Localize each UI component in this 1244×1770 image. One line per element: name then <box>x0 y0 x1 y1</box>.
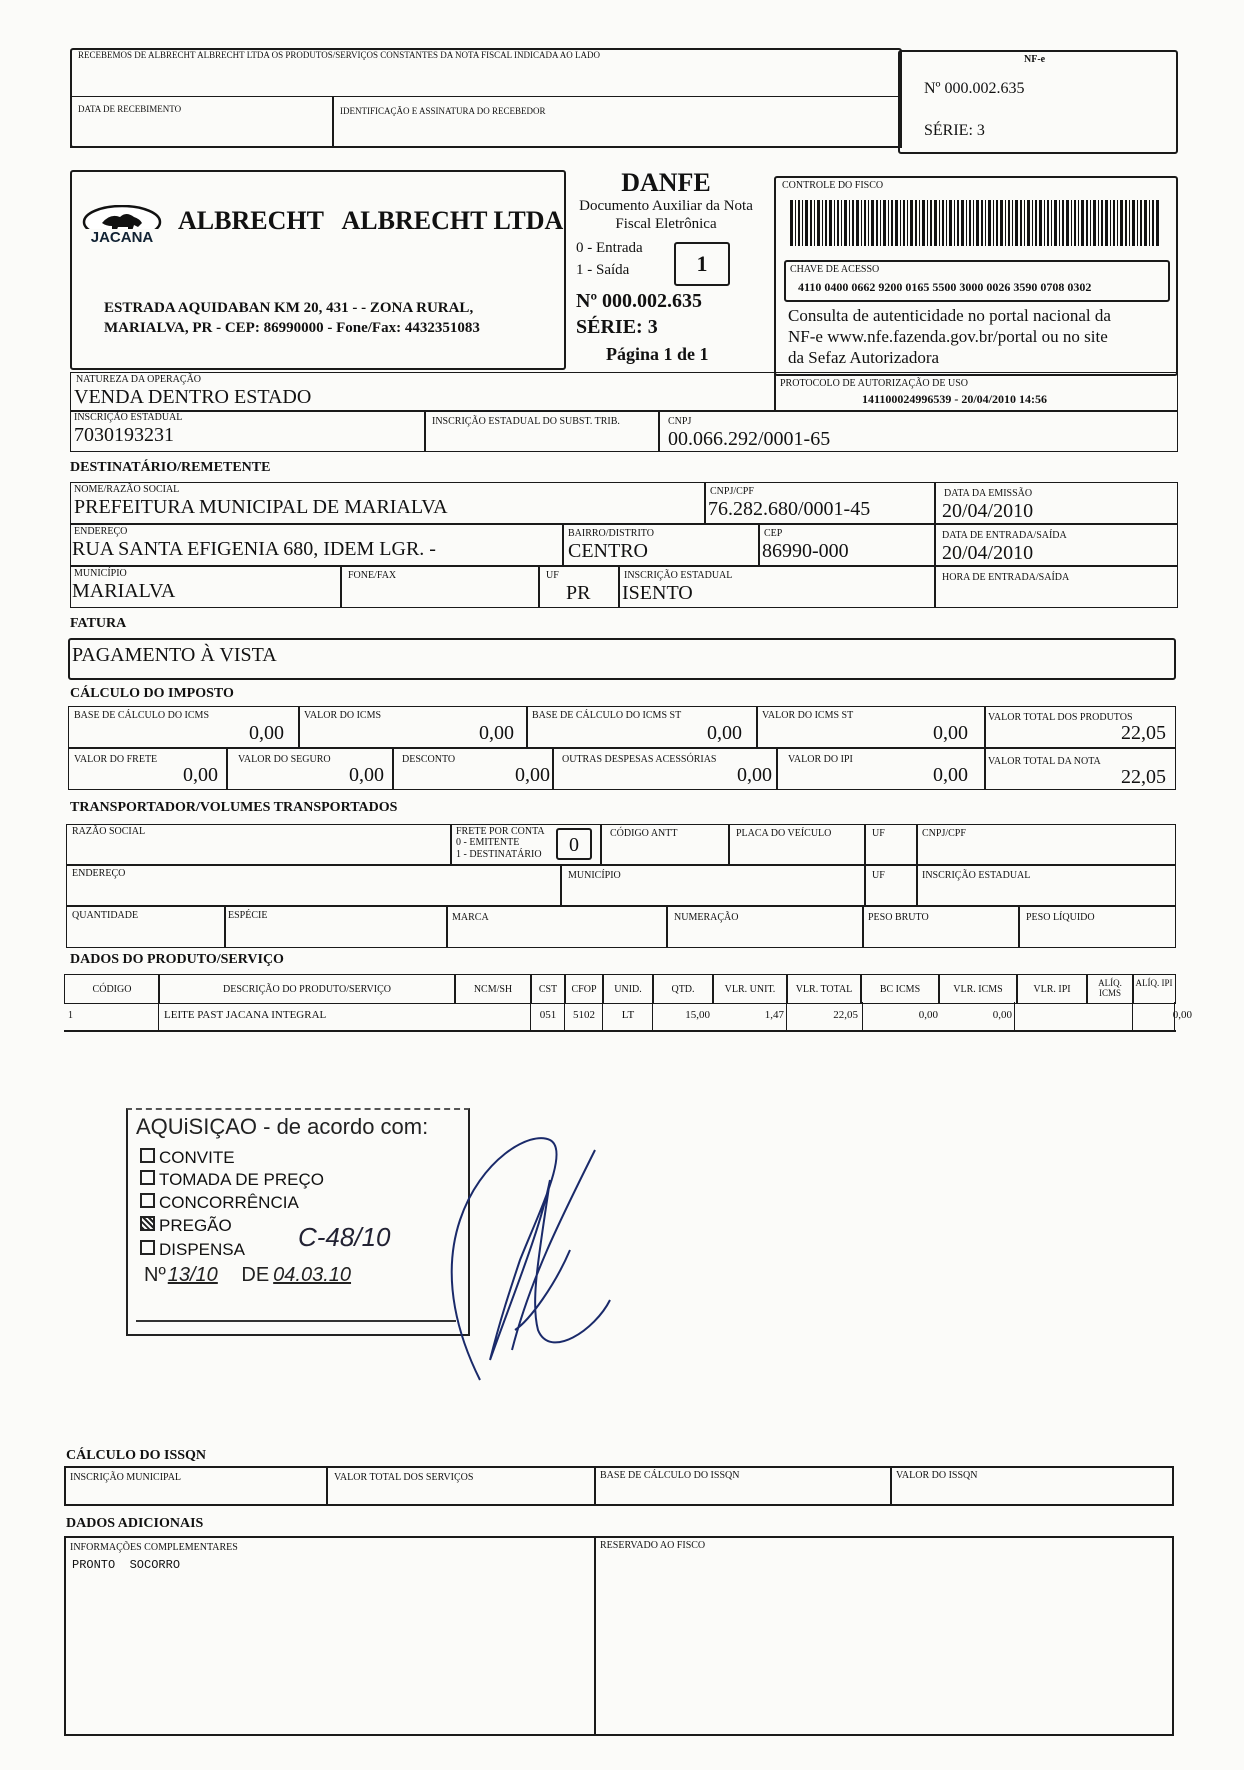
tr-ie-label: INSCRIÇÃO ESTADUAL <box>922 870 1031 881</box>
protocolo-label: PROTOCOLO DE AUTORIZAÇÃO DE USO <box>780 378 968 389</box>
stamp-number-line <box>144 1264 351 1287</box>
imp-value-bc-icms-st: 0,00 <box>707 722 742 744</box>
issqn-section: CÁLCULO DO ISSQN <box>66 1448 207 1463</box>
issuer-address-line2: MARIALVA, PR - CEP: 86990000 - Fone/Fax: 4432351083 <box>104 320 480 336</box>
dest-uf: PR <box>566 582 591 604</box>
tr-quantidade-label: QUANTIDADE <box>72 910 139 921</box>
danfe-tipo-box <box>674 242 730 286</box>
prod-h-unid-label: UNID. <box>614 984 642 995</box>
cnpj-value: 00.066.292/0001-65 <box>668 428 831 450</box>
consulta-line3: da Sefaz Autorizadora <box>788 348 940 367</box>
prod-bc-icms: 0,00 <box>918 1009 938 1021</box>
receipt-signature-label: IDENTIFICAÇÃO E ASSINATURA DO RECEBEDOR <box>340 106 546 116</box>
adicionais-info-label: INFORMAÇÕES COMPLEMENTARES <box>70 1542 238 1553</box>
issuer-address-line1: ESTRADA AQUIDABAN KM 20, 431 - - ZONA RURAL, <box>104 300 474 316</box>
dest-nome: PREFEITURA MUNICIPAL DE MARIALVA <box>74 496 448 518</box>
adicionais-section: DADOS ADICIONAIS <box>66 1516 204 1531</box>
stamp-opt-concorrencia <box>140 1193 299 1213</box>
dest-uf-label: UF <box>546 570 559 581</box>
tr-especie-label: ESPÉCIE <box>228 910 268 921</box>
prod-h-total-label: VLR. TOTAL <box>795 984 853 995</box>
stamp-opt-pregao-label: PREGÃO <box>159 1216 232 1235</box>
issqn-im-label: INSCRIÇÃO MUNICIPAL <box>70 1472 182 1483</box>
tr-endereco-cell <box>66 864 562 906</box>
checkbox-icon <box>140 1240 155 1255</box>
imp-label-outras: OUTRAS DESPESAS ACESSÓRIAS <box>562 754 717 765</box>
chave-value: 4110 0400 0662 9200 0165 5500 3000 0026 3590 0708 0302 <box>798 280 1092 294</box>
imp-value-total-produtos: 22,05 <box>1121 722 1166 744</box>
stamp-opt-dispensa-label: DISPENSA <box>159 1240 245 1259</box>
prod-qtd: 15,00 <box>685 1009 710 1021</box>
imp-value-ipi: 0,00 <box>933 764 968 786</box>
stamp-de-label: DE <box>241 1264 270 1286</box>
prod-h-ncm-label: NCM/SH <box>473 984 513 995</box>
dest-entrada-label: DATA DE ENTRADA/SAÍDA <box>942 530 1067 541</box>
prod-h-cfop-label: CFOP <box>571 984 597 995</box>
dest-municipio: MARIALVA <box>72 580 176 602</box>
adicionais-reservado-label: RESERVADO AO FISCO <box>600 1540 706 1551</box>
fatura-value: PAGAMENTO À VISTA <box>72 644 277 666</box>
stamp-opt-tomada-label: TOMADA DE PREÇO <box>159 1170 324 1189</box>
prod-vlr-unit: 1,47 <box>764 1009 784 1021</box>
ie-label: INSCRIÇÃO ESTADUAL <box>74 412 183 423</box>
tr-antt-label: CÓDIGO ANTT <box>610 828 678 839</box>
imp-label-bc-icms: BASE DE CÁLCULO DO ICMS <box>74 710 210 721</box>
tr-placa-label: PLACA DO VEÍCULO <box>736 828 832 839</box>
consulta-line1: Consulta de autenticidade no portal nacional da <box>788 306 1111 325</box>
dest-cnpj-label: CNPJ/CPF <box>710 486 754 497</box>
prod-h-bc-icms-label: BC ICMS <box>879 984 921 995</box>
ie-st-label: INSCRIÇÃO ESTADUAL DO SUBST. TRIB. <box>432 416 620 427</box>
danfe-number: Nº 000.002.635 <box>576 290 703 312</box>
table-row <box>64 1002 1192 1032</box>
prod-h-vlr-icms-label: VLR. ICMS <box>953 984 1003 995</box>
natureza-label: NATUREZA DA OPERAÇÃO <box>76 374 202 385</box>
dest-emissao-label: DATA DA EMISSÃO <box>944 488 1033 499</box>
dest-bairro-label: BAIRRO/DISTRITO <box>568 528 654 539</box>
stamp-handwritten-code: C-48/10 <box>298 1222 391 1252</box>
dest-cep: 86990-000 <box>762 540 849 562</box>
stamp-opt-concorrencia-label: CONCORRÊNCIA <box>159 1193 299 1212</box>
fatura-section: FATURA <box>70 616 127 631</box>
imp-value-outras: 0,00 <box>737 764 772 786</box>
imp-label-ipi: VALOR DO IPI <box>788 754 853 765</box>
natureza-value: VENDA DENTRO ESTADO <box>74 386 312 408</box>
imp-label-seguro: VALOR DO SEGURO <box>238 754 331 765</box>
tr-numeracao-label: NUMERAÇÃO <box>674 912 739 923</box>
stamp-opt-convite <box>140 1148 235 1168</box>
prod-h-cst-label: CST <box>538 984 558 995</box>
prod-vlr-icms: 0,00 <box>992 1009 1012 1021</box>
tr-uf-label: UF <box>872 828 885 839</box>
dest-cnpj: 76.282.680/0001-45 <box>708 498 871 520</box>
checked-checkbox-icon <box>140 1216 155 1231</box>
ie-value: 7030193231 <box>74 424 174 446</box>
dest-emissao: 20/04/2010 <box>942 500 1034 522</box>
stamp-opt-pregao <box>140 1216 232 1236</box>
stamp-title: AQUiSIÇAO - de acordo com: <box>136 1114 429 1139</box>
destinatario-section: DESTINATÁRIO/REMETENTE <box>70 460 271 475</box>
dest-nome-label: NOME/RAZÃO SOCIAL <box>74 484 180 495</box>
imp-value-icms: 0,00 <box>479 722 514 744</box>
protocolo-value: 141100024996539 - 20/04/2010 14:56 <box>862 392 1047 406</box>
dest-municipio-label: MUNICÍPIO <box>74 568 127 579</box>
prod-h-unit-label: VLR. UNIT. <box>724 984 776 995</box>
imp-label-icms: VALOR DO ICMS <box>304 710 382 721</box>
issqn-base-label: BASE DE CÁLCULO DO ISSQN <box>600 1470 740 1481</box>
prod-h-vlr-ipi-label: VLR. IPI <box>1033 984 1071 995</box>
imp-value-bc-icms: 0,00 <box>249 722 284 744</box>
prod-h-codigo-label: CÓDIGO <box>92 984 132 995</box>
tr-frete-value: 0 <box>569 834 579 856</box>
imp-label-icms-st: VALOR DO ICMS ST <box>762 710 854 721</box>
receipt-text: RECEBEMOS DE ALBRECHT ALBRECHT LTDA OS PRODUTOS/SERVIÇOS CONSTANTES DA NOTA FISCAL INDICADA AO LADO <box>78 50 600 60</box>
stamp-date-value: 04.03.10 <box>273 1264 352 1286</box>
receipt-date-label: DATA DE RECEBIMENTO <box>78 104 182 114</box>
cnpj-label: CNPJ <box>668 416 692 427</box>
checkbox-icon <box>140 1148 155 1163</box>
prod-cfop: 5102 <box>573 1009 595 1021</box>
tr-frete-box <box>556 828 592 860</box>
dest-bairro: CENTRO <box>568 540 648 562</box>
danfe-serie: SÉRIE: 3 <box>576 316 658 338</box>
prod-h-aliq-ipi-label: ALÍQ. IPI <box>1135 978 1173 988</box>
prod-h-descricao-label: DESCRIÇÃO DO PRODUTO/SERVIÇO <box>223 984 391 995</box>
signature-drawing <box>420 1120 660 1420</box>
tr-liquido-label: PESO LÍQUIDO <box>1026 912 1095 923</box>
tr-uf2-label: UF <box>872 870 885 881</box>
tr-marca-label: MARCA <box>452 912 489 923</box>
stamp-num-value: 13/10 <box>167 1264 218 1286</box>
dest-ie: ISENTO <box>622 582 693 604</box>
danfe-subtitle2: Fiscal Eletrônica <box>615 216 717 232</box>
receipt-serie: SÉRIE: 3 <box>924 122 985 139</box>
tr-municipio-label: MUNICÍPIO <box>568 870 621 881</box>
issqn-valor-label: VALOR DO ISSQN <box>896 1470 978 1481</box>
imp-label-frete: VALOR DO FRETE <box>74 754 158 765</box>
dest-fone-label: FONE/FAX <box>348 570 397 581</box>
imp-value-frete: 0,00 <box>183 764 218 786</box>
stamp-opt-convite-label: CONVITE <box>159 1148 235 1167</box>
adicionais-reservado-cell <box>594 1536 1174 1736</box>
dest-endereco-label: ENDEREÇO <box>74 526 128 537</box>
imp-value-seguro: 0,00 <box>349 764 384 786</box>
receipt-signature-cell <box>332 96 902 148</box>
controle-label: CONTROLE DO FISCO <box>782 180 884 191</box>
receipt-nfe-label: NF-e <box>1024 54 1046 65</box>
imp-label-total-nota: VALOR TOTAL DA NOTA <box>988 756 1101 767</box>
issuer-name: ALBRECHT ALBRECHT LTDA <box>178 206 564 235</box>
tr-razao-label: RAZÃO SOCIAL <box>72 826 146 837</box>
chave-label: CHAVE DE ACESSO <box>790 264 880 275</box>
stamp-bottom-rule <box>136 1320 456 1322</box>
dest-endereco: RUA SANTA EFIGENIA 680, IDEM LGR. - <box>72 538 436 560</box>
receipt-number: Nº 000.002.635 <box>924 80 1025 97</box>
prod-cst: 051 <box>539 1009 557 1021</box>
prod-descricao: LEITE PAST JACANA INTEGRAL <box>164 1009 327 1021</box>
adicionais-info-value: PRONTO SOCORRO <box>72 1558 181 1572</box>
imp-value-icms-st: 0,00 <box>933 722 968 744</box>
danfe-saida: 1 - Saída <box>576 262 630 278</box>
prod-unid: LT <box>621 1009 635 1021</box>
checkbox-icon <box>140 1193 155 1208</box>
jacana-logo <box>76 205 168 247</box>
issuer-box <box>70 170 566 370</box>
danfe-subtitle1: Documento Auxiliar da Nota <box>579 198 753 214</box>
danfe-tipo: 1 <box>696 251 708 276</box>
stamp-opt-tomada <box>140 1170 324 1190</box>
tr-bruto-label: PESO BRUTO <box>868 912 929 923</box>
barcode <box>790 200 1160 246</box>
tr-endereco-label: ENDEREÇO <box>72 868 126 879</box>
imp-label-desconto: DESCONTO <box>402 754 456 765</box>
dest-ie-label: INSCRIÇÃO ESTADUAL <box>624 570 733 581</box>
tr-frete-label2: 0 - EMITENTE <box>456 837 520 848</box>
prod-h-qtd-label: QTD. <box>671 984 695 995</box>
dest-cep-label: CEP <box>764 528 783 539</box>
prod-codigo: 1 <box>68 1010 73 1021</box>
imp-value-desconto: 0,00 <box>515 764 550 786</box>
prod-vlr-total: 22,05 <box>833 1009 858 1021</box>
imp-label-bc-icms-st: BASE DE CÁLCULO DO ICMS ST <box>532 710 682 721</box>
tr-cnpj-label: CNPJ/CPF <box>922 828 966 839</box>
prod-aliq-icms: 0,00 <box>1172 1009 1192 1021</box>
dest-entrada: 20/04/2010 <box>942 542 1034 564</box>
stamp-opt-dispensa <box>140 1240 245 1260</box>
checkbox-icon <box>140 1170 155 1185</box>
stamp-num-prefix: Nº <box>144 1264 166 1286</box>
danfe-entrada: 0 - Entrada <box>576 240 643 256</box>
consulta-line2: NF-e www.nfe.fazenda.gov.br/portal ou no site <box>788 327 1108 346</box>
imp-label-total-produtos: VALOR TOTAL DOS PRODUTOS <box>988 712 1133 723</box>
imp-value-total-nota: 22,05 <box>1121 766 1166 788</box>
logo-text: JACANA <box>80 229 164 246</box>
tr-frete-label3: 1 - DESTINATÁRIO <box>456 849 542 860</box>
produtos-section: DADOS DO PRODUTO/SERVIÇO <box>70 952 284 967</box>
imposto-section: CÁLCULO DO IMPOSTO <box>70 686 234 701</box>
tr-frete-label1: FRETE POR CONTA <box>456 826 545 837</box>
dest-hora-label: HORA DE ENTRADA/SAÍDA <box>942 572 1070 583</box>
prod-h-aliq-icms-label: ALÍQ. ICMS <box>1098 978 1122 998</box>
issqn-total-label: VALOR TOTAL DOS SERVIÇOS <box>334 1472 474 1483</box>
danfe-title: DANFE <box>621 168 711 197</box>
danfe-pagina: Página 1 de 1 <box>606 344 709 364</box>
transportador-section: TRANSPORTADOR/VOLUMES TRANSPORTADOS <box>70 800 398 815</box>
